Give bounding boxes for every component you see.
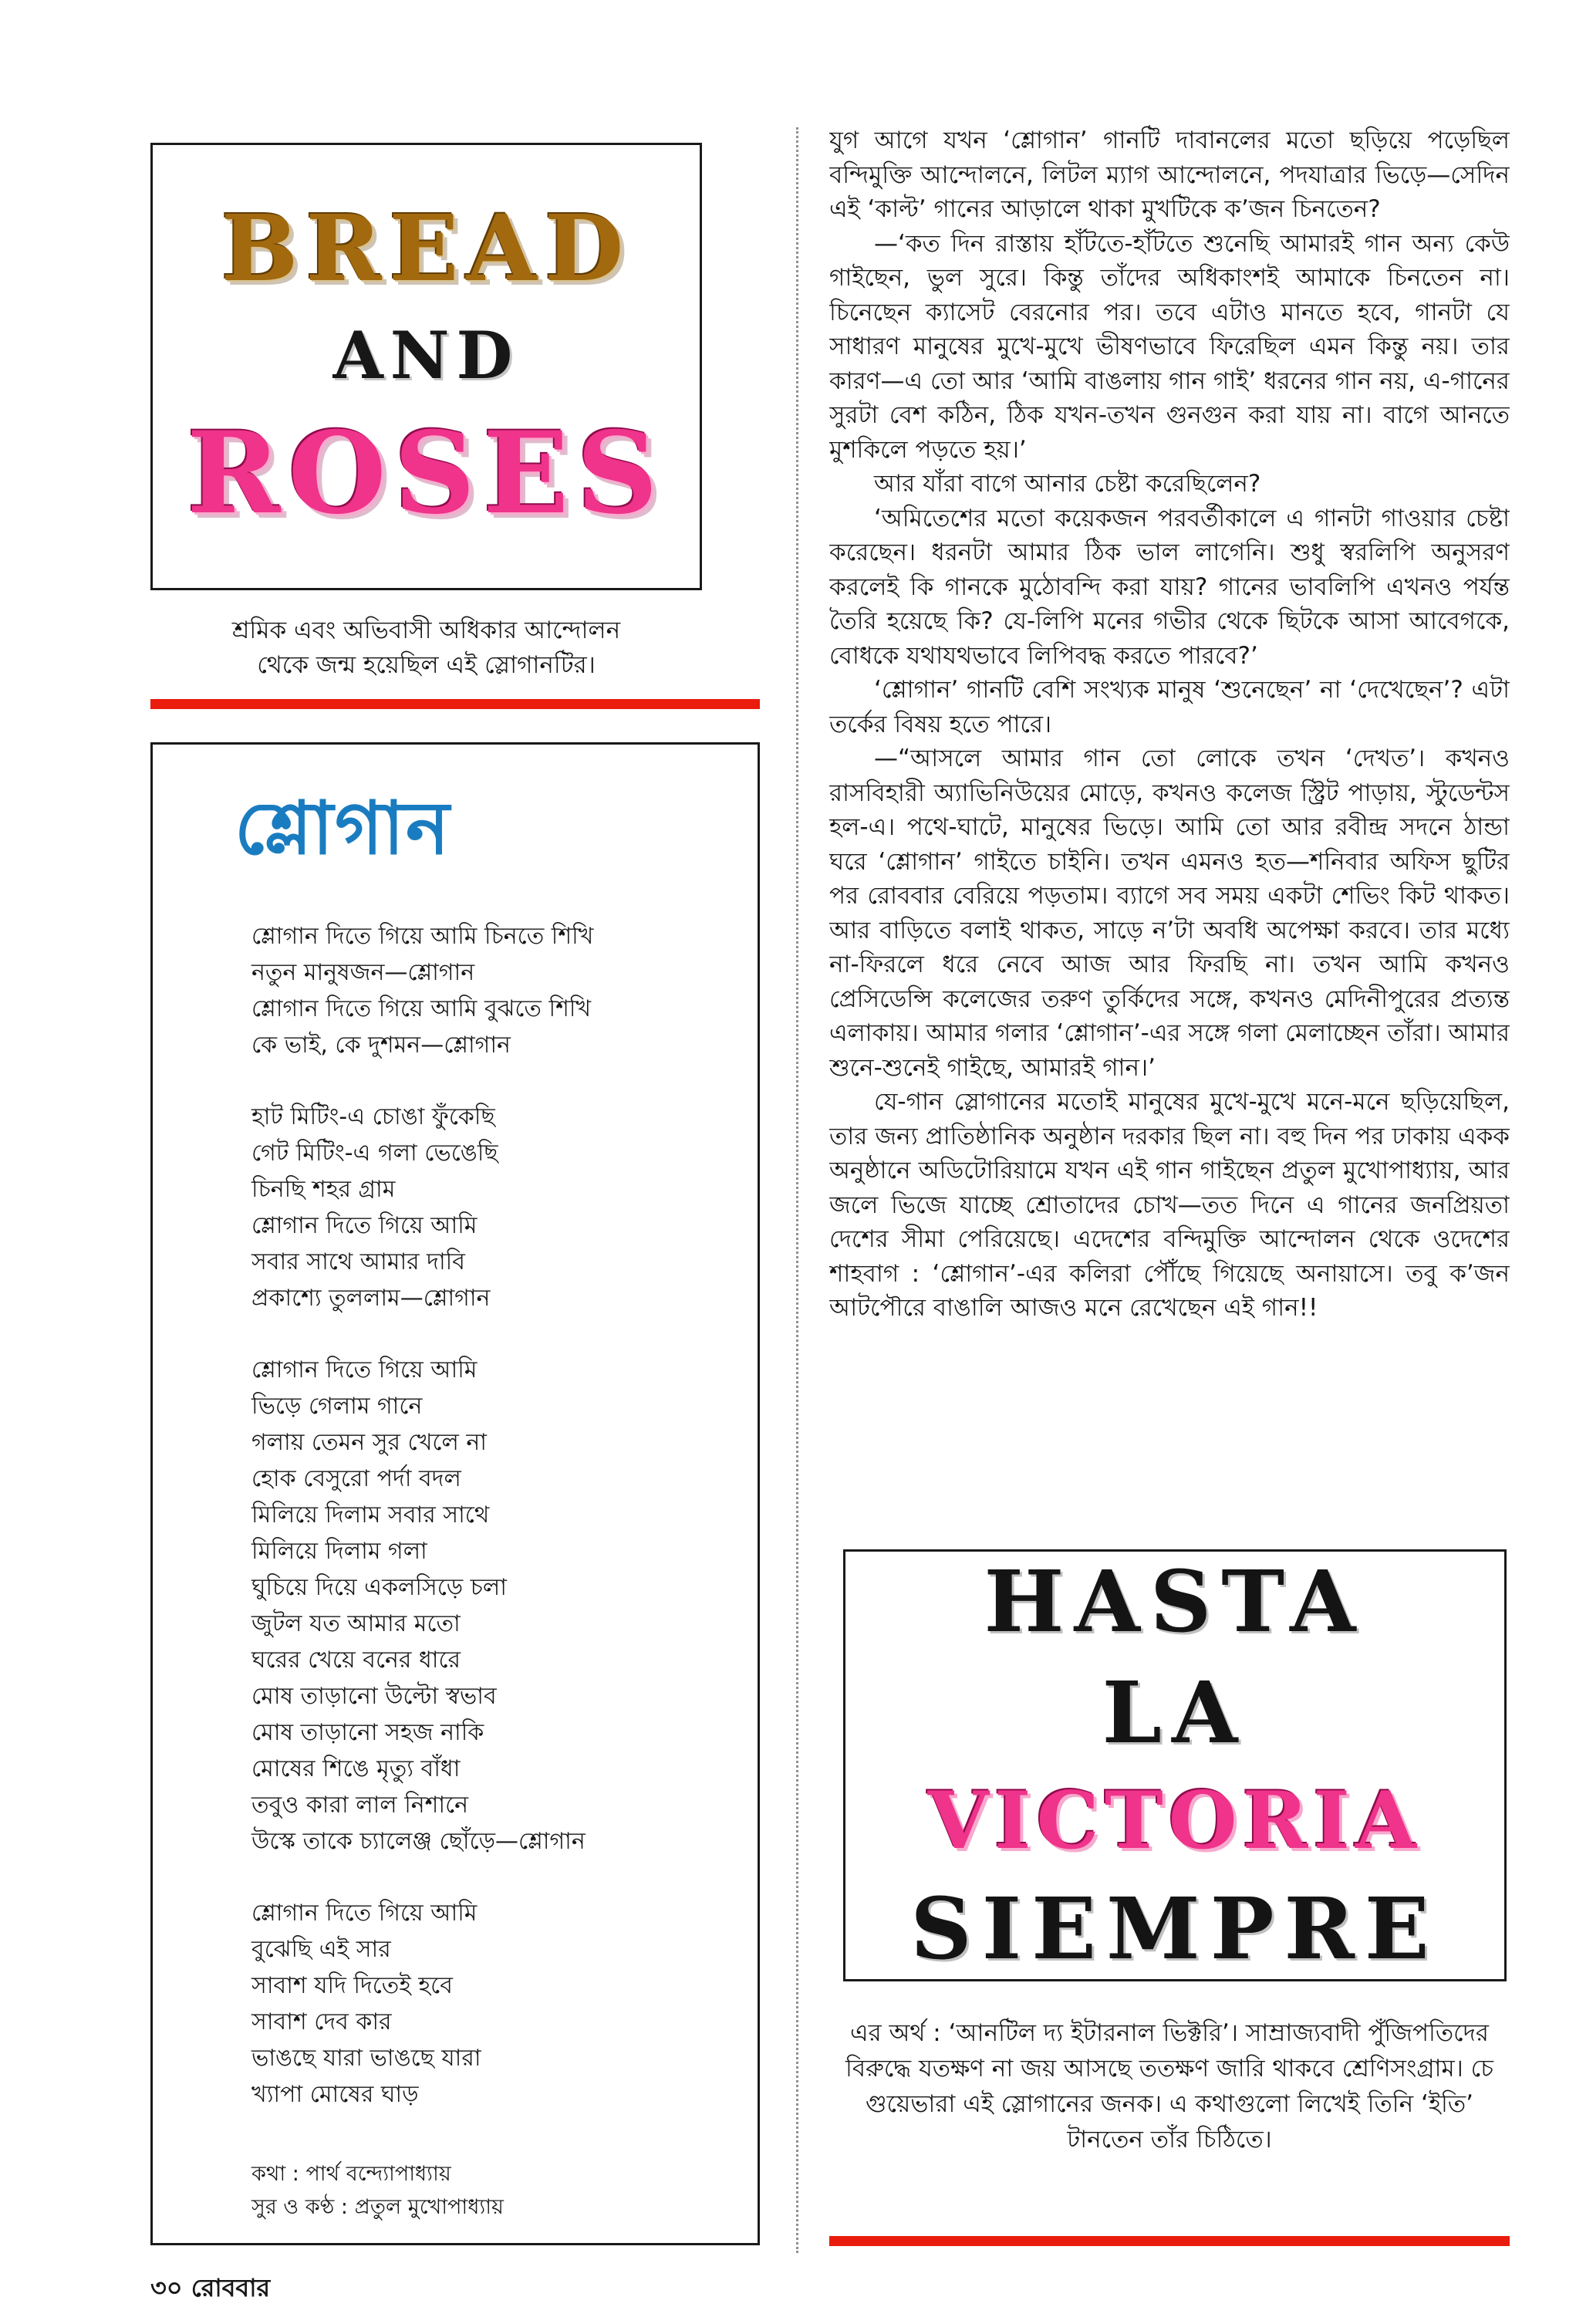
poem-line: উস্কে তাকে চ্যালেঞ্জ ছোঁড়ে—শ্লোগান [251, 1828, 586, 1855]
article-paragraph: ‘শ্লোগান’ গানটি বেশি সংখ্যক মানুষ ‘শুনেছেন’ না ‘দেখেছেন’? এটা তর্কের বিষয় হতে পারে। [829, 676, 1510, 738]
poem-line: শ্লোগান দিতে গিয়ে আমি [251, 1900, 478, 1927]
poem-line: মিলিয়ে দিলাম সবার সাথে [251, 1501, 490, 1529]
caption-line-2: থেকে জন্ম হয়েছিল এই স্লোগানটির। [257, 651, 596, 679]
red-rule-right [829, 2236, 1510, 2246]
display-word-and: AND [332, 317, 520, 394]
poem-line: সাবাশ যদি দিতেই হবে [251, 1972, 453, 1999]
article-paragraph: যুগ আগে যখন ‘শ্লোগান’ গানটি দাবানলের মতো ছড়িয়ে পড়েছিল বন্দিমুক্তি আন্দোলনে, লিটল ম্যাগ আন্দোলনে, পদযাত্রার ভিড়ে—সেদিন এই ‘কাল্ট’ গানের আড়ালে থাকা মুখটিকে ক’জন চিনতেন? [829, 127, 1510, 223]
poem-credits [251, 2157, 727, 2224]
poem-line: ভিড়ে গেলাম গানে [251, 1393, 423, 1420]
poem-line: গেট মিটিং-এ গলা ভেঙেছি [251, 1140, 498, 1167]
poem-line: খ্যাপা মোষের ঘাড় [251, 2081, 419, 2108]
poem-body [251, 918, 727, 2113]
display-word-victoria: VICTORIA [927, 1775, 1422, 1867]
poem-line: নতুন মানুষজন—শ্লোগান [251, 959, 475, 986]
display-word-hasta: HASTA [984, 1552, 1366, 1651]
poem-line: শ্লোগান দিতে গিয়ে আমি চিনতে শিখি [251, 923, 594, 950]
display-word-bread: BREAD [221, 194, 632, 302]
hasta-la-victoria-box [843, 1549, 1507, 1981]
poem-line: ভাঙছে যারা ভাঙছে যারা [251, 2045, 481, 2072]
article-paragraph: —“আসলে আমার গান তো লোকে তখন ‘দেখত’। কখনও রাসবিহারী অ্যাভিনিউয়ের মোড়ে, কখনও কলেজ স্ট্রিট পাড়ায়, স্টুডেন্টস হল-এ। পথে-ঘাটে, মানুষের ভিড়ে। আমি তো আর রবীন্দ্র সদনে ঠান্ডা ঘরে ‘শ্লোগান’ গাইতে চাইনি। তখন এমনও হত—শনিবার অফিস ছুটির পর রোববার বেরিয়ে পড়তাম। ব্যাগে সব সময় একটা শেভিং কিট থাকত। আর বাড়িতে বলাই থাকত, সাড়ে ন’টা অবধি অপেক্ষা করবে। তার মধ্যে না-ফিরলে ধরে নেবে আজ আর ফিরছি না। তখন আমি কখনও প্রেসিডেন্সি কলেজের তরুণ তুর্কিদের সঙ্গে, কখনও মেদিনীপুরের প্রত্যন্ত এলাকায়। আমার গলার ‘শ্লোগান’-এর সঙ্গে গলা মেলাচ্ছেন তাঁরা। আমার শুনে-শুনেই গাইছে, আমারই গান।’ [829, 745, 1510, 1082]
credit-music-voice: সুর ও কণ্ঠ : প্রতুল মুখোপাধ্যায় [251, 2195, 504, 2219]
display-word-siempre: SIEMPRE [910, 1879, 1439, 1978]
poem-stanza [251, 1352, 727, 1860]
poem-line: চিনছি শহর গ্রাম [251, 1176, 396, 1203]
poem-line: জুটল যত আমার মতো [251, 1610, 461, 1637]
poem-line: ঘরের খেয়ে বনের ধারে [251, 1647, 461, 1674]
bread-and-roses-box [150, 143, 702, 590]
poem-title: শ্লোগান [235, 786, 451, 871]
article-paragraph: যে-গান স্লোগানের মতোই মানুষের মুখে-মুখে মনে-মনে ছড়িয়েছিল, তার জন্য প্রাতিষ্ঠানিক অনুষ্ঠান দরকার ছিল না। বহু দিন পর ঢাকায় একক অনুষ্ঠানে অডিটোরিয়ামে যখন এই গান গাইছেন প্রতুল মুখোপাধ্যায়, আর জলে ভিজে যাচ্ছে শ্রোতাদের চোখ—তত দিনে এ গানের জনপ্রিয়তা দেশের সীমা পেরিয়েছে। এদেশের বন্দিমুক্তি আন্দোলন থেকে ওদেশের শাহবাগ : ‘শ্লোগান’-এর কলিরা পৌঁছে গিয়েছে অনায়াসে। তবু ক’জন আটপৌরে বাঙালি আজও মনে রেখেছেন এই গান!! [829, 1088, 1510, 1322]
poem-line: প্রকাশ্যে তুললাম—শ্লোগান [251, 1285, 491, 1312]
poem-stanza [251, 1895, 727, 2113]
bread-box-caption [150, 613, 702, 683]
poem-line: শ্লোগান দিতে গিয়ে আমি বুঝতে শিখি [251, 995, 592, 1022]
poem-line: গলায় তেমন সুর খেলে না [251, 1429, 487, 1456]
poem-line: মোষ তাড়ানো উল্টো স্বভাব [251, 1683, 497, 1710]
poem-line: মোষের শিঙে মৃত্যু বাঁধা [251, 1755, 461, 1782]
credit-lyrics: কথা : পার্থ বন্দ্যোপাধ্যায় [251, 2162, 451, 2186]
poem-line: শ্লোগান দিতে গিয়ে আমি [251, 1212, 478, 1239]
caption-line-1: শ্রমিক এবং অভিবাসী অধিকার আন্দোলন [231, 616, 621, 644]
column-divider [796, 127, 798, 2253]
poem-line: হোক বেসুরো পর্দা বদল [251, 1465, 461, 1492]
red-rule-left [150, 699, 760, 709]
poem-line: সবার সাথে আমার দাবি [251, 1248, 465, 1275]
article-paragraph: —‘কত দিন রাস্তায় হাঁটতে-হাঁটতে শুনেছি আমারই গান অন্য কেউ গাইছেন, ভুল সুরে। কিন্তু তাঁদের অধিকাংশই আমাকে চিনতেন না। চিনেছেন ক্যাসেট বেরনোর পর। তবে এটাও মানতে হবে, গানটা যে সাধারণ মানুষের মুখে-মুখে ভীষণভাবে ফিরেছিল এমন কিন্তু নয়। তার কারণ—এ তো আর ‘আমি বাঙলায় গান গাই’ ধরনের গান নয়, এ-গানের সুরটা বেশ কঠিন, ঠিক যখন-তখন গুনগুন করা যায় না। বাগে আনতে মুশকিলে পড়তে হয়।’ [829, 229, 1510, 464]
poem-line: ঘুচিয়ে দিয়ে একলসিড়ে চলা [251, 1574, 507, 1601]
poem-line: তবুও কারা লাল নিশানে [251, 1792, 469, 1819]
poem-line: হাট মিটিং-এ চোঙা ফুঁকেছি [251, 1103, 495, 1130]
page-number-footer: ৩০ রোববার [150, 2273, 271, 2302]
poem-box [150, 742, 760, 2245]
poem-line: সাবাশ দেব কার [251, 2008, 392, 2035]
poem-line: বুঝেছি এই সার [251, 1936, 391, 1963]
article-paragraph: আর যাঁরা বাগে আনার চেষ্টা করেছিলেন? [874, 470, 1261, 498]
poem-line: শ্লোগান দিতে গিয়ে আমি [251, 1356, 478, 1383]
article-body [829, 123, 1510, 1537]
poem-line: কে ভাই, কে দুশমন—শ্লোগান [251, 1032, 511, 1059]
outro-paragraph: এর অর্থ : ‘আনটিল দ্য ইটারনাল ভিক্টরি’। সাম্রাজ্যবাদী পুঁজিপতিদের বিরুদ্ধে যতক্ষণ না জয় আসছে ততক্ষণ জারি থাকবে শ্রেণিসংগ্রাম। চে গুয়েভারা এই স্লোগানের জনক। এ কথাগুলো লিখেই তিনি ‘ইতি’ টানতেন তাঁর চিঠিতে। [845, 2019, 1493, 2153]
poem-line: মিলিয়ে দিলাম গলা [251, 1538, 427, 1565]
display-word-la: LA [1102, 1663, 1248, 1762]
poem-line: মোষ তাড়ানো সহজ নাকি [251, 1719, 484, 1746]
display-word-roses: ROSES [187, 407, 666, 539]
poem-stanza [251, 1099, 727, 1316]
poem-stanza [251, 918, 727, 1063]
article-paragraph: ‘অমিতেশের মতো কয়েকজন পরবর্তীকালে এ গানটা গাওয়ার চেষ্টা করেছেন। ধরনটা আমার ঠিক ভাল লাগেনি। শুধু স্বরলিপি অনুসরণ করলেই কি গানকে মুঠোবন্দি করা যায়? গানের ভাবলিপি এখনও পর্যন্ত তৈরি হয়েছে কি? যে-লিপি মনের গভীর থেকে ছিটকে আসা আবেগকে, বোধকে যথাযথভাবে লিপিবদ্ধ করতে পারবে?’ [829, 504, 1510, 670]
